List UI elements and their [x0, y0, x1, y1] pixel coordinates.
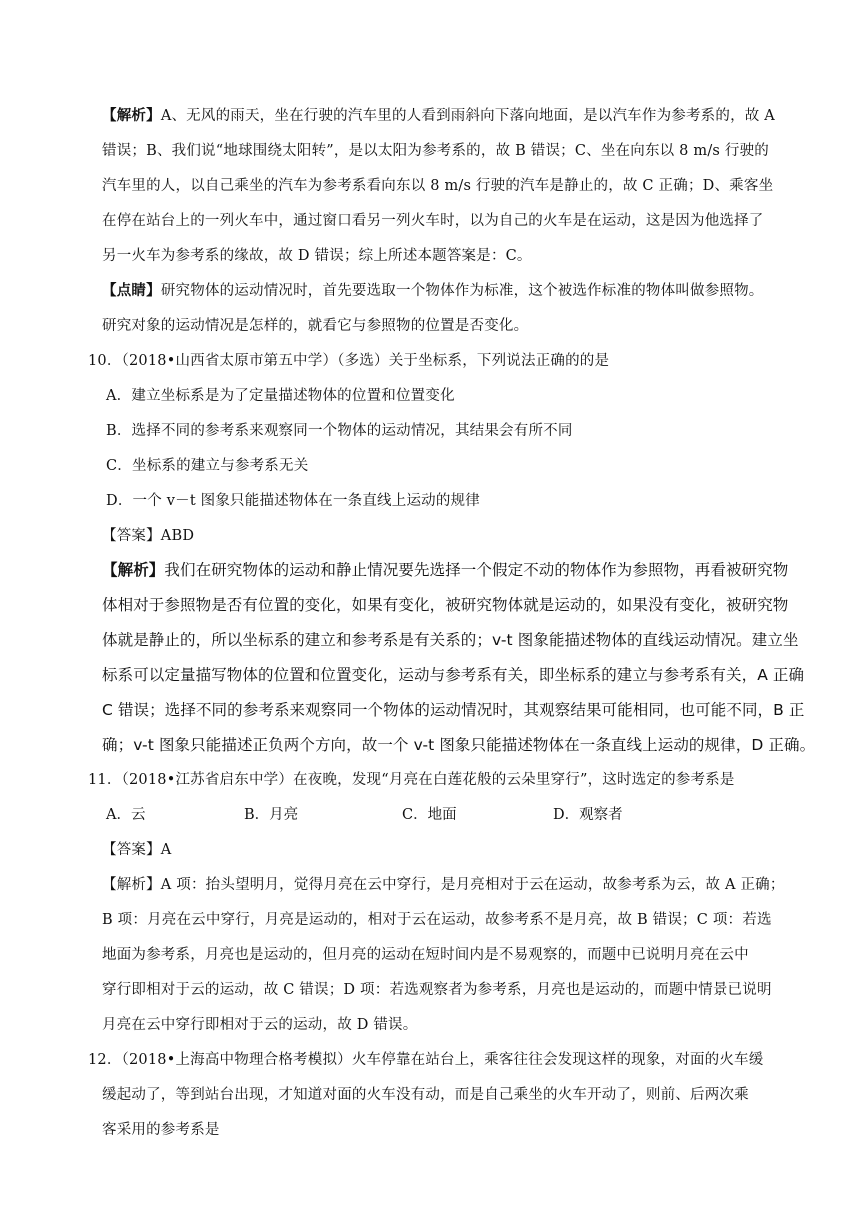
- question-11-option-b: B．月亮: [244, 807, 299, 823]
- note-tag: 【点睛】: [102, 282, 161, 299]
- question-11-stem: 11．（2018•江苏省启东中学）在夜晚，发现“月亮在白莲花般的云朵里穿行”，这时选定的参考系是: [88, 772, 735, 788]
- question-11-option-c: C．地面: [402, 807, 457, 823]
- question-11-option-a: A．云: [106, 807, 146, 823]
- question-11-explanation-line-1: 【解析】A 项：抬头望明月，觉得月亮在云中穿行，是月亮相对于云在运动，故参考系为云，故 A 正确；: [102, 877, 785, 893]
- question-11-explanation-line-5: 月亮在云中穿行即相对于云的运动，故 D 错误。: [102, 1017, 418, 1033]
- analysis-line-3: 汽车里的人，以自己乘坐的汽车为参考系看向东以 8 m/s 行驶的汽车是静止的，故 C 正确；D、乘客坐: [102, 178, 774, 194]
- analysis-text-1: A、无风的雨天，坐在行驶的汽车里的人看到雨斜向下落向地面，是以汽车作为参考系的，故 A: [160, 108, 775, 124]
- analysis-line-4: 在停在站台上的一列火车中，通过窗口看另一列火车时，以为自己的火车是在运动，这是因为他选择了: [102, 213, 764, 229]
- question-11-explanation-line-3: 地面为参考系，月亮也是运动的，但月亮的运动在短时间内是不易观察的，而题中已说明月亮在云中: [102, 947, 749, 963]
- question-10-explanation-line-6: 确；v-t 图象只能描述正负两个方向，故一个 v-t 图象只能描述物体在一条直线上运动的规律，D 正确。: [102, 736, 816, 754]
- question-11-option-d: D．观察者: [553, 807, 623, 823]
- question-10-stem: 10．（2018•山西省太原市第五中学）（多选）关于坐标系，下列说法正确的的是: [88, 353, 610, 369]
- question-10-explanation-line-4: 标系可以定量描写物体的位置和位置变化，运动与参考系有关，即坐标系的建立与参考系有关，A 正确: [102, 666, 805, 684]
- question-10-explanation-line-1: [102, 560, 788, 580]
- question-12-stem-line-1: 12．（2018•上海高中物理合格考模拟）火车停靠在站台上，乘客往往会发现这样的现象，对面的火车缓: [88, 1052, 764, 1068]
- question-10-explanation-tag: 【解析】: [102, 561, 165, 579]
- question-12-stem-line-2: 缓起动了，等到站台出现，才知道对面的火车没有动，而是自己乘坐的火车开动了，则前、后两次乘: [102, 1087, 749, 1103]
- question-10-explanation-text-1: 我们在研究物体的运动和静止情况要先选择一个假定不动的物体作为参照物，再看被研究物: [164, 561, 789, 579]
- question-10-option-d: D．一个 v－t 图象只能描述物体在一条直线上运动的规律: [106, 493, 480, 509]
- question-10-option-a: A．建立坐标系是为了定量描述物体的位置和位置变化: [106, 388, 455, 404]
- note-line-2: 研究对象的运动情况是怎样的，就看它与参照物的位置是否变化。: [102, 318, 529, 334]
- note-text-1: 研究物体的运动情况时，首先要选取一个物体作为标准，这个被选作标准的物体叫做参照物。: [160, 283, 764, 299]
- note-line-1: [102, 281, 764, 301]
- analysis-line-5: 另一火车为参考系的缘故，故 D 错误；综上所述本题答案是：C。: [102, 248, 532, 264]
- analysis-line-2: 错误；B、我们说“地球围绕太阳转”，是以太阳为参考系的，故 B 错误；C、坐在向东以 8 m/s 行驶的: [102, 143, 769, 159]
- question-10-option-c: C．坐标系的建立与参考系无关: [106, 458, 309, 474]
- question-11-explanation-line-4: 穿行即相对于云的运动，故 C 错误；D 项：若选观察者为参考系，月亮也是运动的，而题中情景已说明: [102, 982, 772, 998]
- question-10-explanation-line-5: C 错误；选择不同的参考系来观察同一个物体的运动情况时，其观察结果可能相同，也可能不同，B 正: [102, 701, 805, 719]
- question-11-explanation-line-2: B 项：月亮在云中穿行，月亮是运动的，相对于云在运动，故参考系不是月亮，故 B 错误；C 项：若选: [102, 912, 772, 928]
- question-10-answer: 【答案】ABD: [102, 528, 195, 544]
- question-10-explanation-line-2: 体相对于参照物是否有位置的变化，如果有变化，被研究物体就是运动的，如果没有变化，被研究物: [102, 596, 789, 614]
- question-12-stem-line-3: 客采用的参考系是: [102, 1122, 220, 1138]
- question-10-explanation-line-3: 体就是静止的，所以坐标系的建立和参考系是有关系的；v-t 图象能描述物体的直线运动情况。建立坐: [102, 631, 799, 649]
- analysis-tag: 【解析】: [102, 107, 161, 124]
- analysis-line-1: [102, 106, 775, 126]
- question-11-answer: 【答案】A: [102, 842, 172, 858]
- question-10-option-b: B．选择不同的参考系来观察同一个物体的运动情况，其结果会有所不同: [106, 423, 573, 439]
